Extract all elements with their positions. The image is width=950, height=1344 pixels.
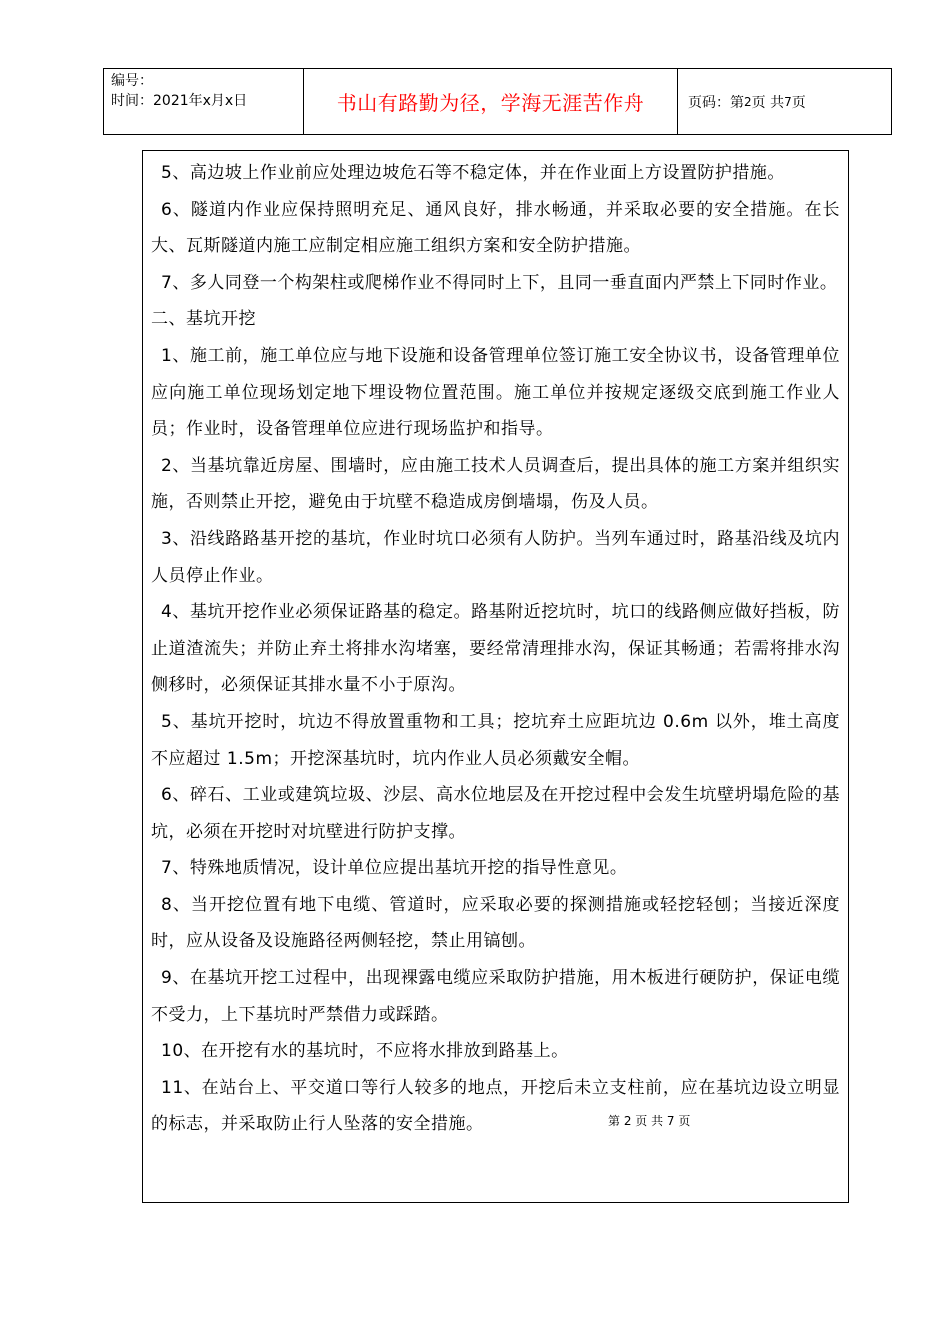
paragraph: 6、碎石、工业或建筑垃圾、沙层、高水位地层及在开挖过程中会发生坑壁坍塌危险的基坑，必须在开挖时对坑壁进行防护支撑。: [151, 785, 840, 842]
paragraph: 6、隧道内作业应保持照明充足、通风良好，排水畅通，并采取必要的安全措施。在长大、瓦斯隧道内施工应制定相应施工组织方案和安全防护措施。: [151, 199, 840, 257]
paragraph: 4、基坑开挖作业必须保证路基的稳定。路基附近挖坑时，坑口的线路侧应做好挡板，防止道渣流失；并防止弃土将排水沟堵塞，要经常清理排水沟，保证其畅通；若需将排水沟侧移时，必须保证其排水量不小于原沟。: [151, 602, 840, 696]
paragraph: 7、特殊地质情况，设计单位应提出基坑开挖的指导性意见。: [161, 858, 628, 879]
document-body: [142, 150, 849, 1203]
header-meta: [104, 69, 304, 134]
paragraph: 11、在站台上、平交道口等行人较多的地点，开挖后未立支柱前，应在基坑边设立明显的标志，并采取防止行人坠落的安全措施。: [151, 1077, 840, 1135]
paragraph: 9、在基坑开挖工过程中，出现裸露电缆应采取防护措施，用木板进行硬防护，保证电缆不受力，上下基坑时严禁借力或踩踏。: [151, 968, 840, 1025]
page-mid-label: 页 共: [751, 94, 785, 111]
page-label: 页码：第: [688, 94, 744, 111]
page-current-number: 2: [744, 94, 752, 109]
document-time-label: 时间：2021年x月x日: [111, 93, 248, 109]
paragraph: 2、当基坑靠近房屋、围墙时，应由施工技术人员调查后，提出具体的施工方案并组织实施，否则禁止开挖，避免由于坑壁不稳造成房倒墙塌，伤及人员。: [151, 455, 840, 513]
page-total-number: 7: [784, 94, 792, 109]
paragraph: 8、当开挖位置有地下电缆、管道时，应采取必要的探测措施或轻挖轻刨；当接近深度时，应从设备及设施路径两侧轻挖，禁止用镐刨。: [151, 894, 840, 952]
page-footer: 第 2 页 共 7 页: [608, 1114, 691, 1128]
paragraph: 10、在开挖有水的基坑时，不应将水排放到路基上。: [161, 1041, 569, 1062]
header-slogan: 书山有路勤为径，学海无涯苦作舟: [304, 69, 678, 134]
section-heading: 二、基坑开挖: [151, 309, 256, 330]
paragraph: 1、施工前，施工单位应与地下设施和设备管理单位签订施工安全协议书，设备管理单位应向施工单位现场划定地下埋设物位置范围。施工单位并按规定逐级交底到施工作业人员；作业时，设备管理单位应进行现场监护和指导。: [151, 345, 840, 440]
document-number-label: 编号：: [111, 73, 153, 89]
paragraph: 5、基坑开挖时，坑边不得放置重物和工具；挖坑弃土应距坑边 0.6m 以外，堆土高度不应超过 1.5m；开挖深基坑时，坑内作业人员必须戴安全帽。: [151, 711, 840, 769]
paragraph: 3、沿线路路基开挖的基坑，作业时坑口必须有人防护。当列车通过时，路基沿线及坑内人员停止作业。: [151, 528, 840, 586]
page-end-label: 页: [791, 94, 806, 111]
page-header: [103, 68, 892, 135]
paragraph: 7、多人同登一个构架柱或爬梯作业不得同时上下，且同一垂直面内严禁上下同时作业。: [161, 272, 838, 293]
paragraph: 5、高边坡上作业前应处理边坡危石等不稳定体，并在作业面上方设置防护措施。: [161, 163, 785, 183]
header-page-indicator: [678, 69, 891, 134]
